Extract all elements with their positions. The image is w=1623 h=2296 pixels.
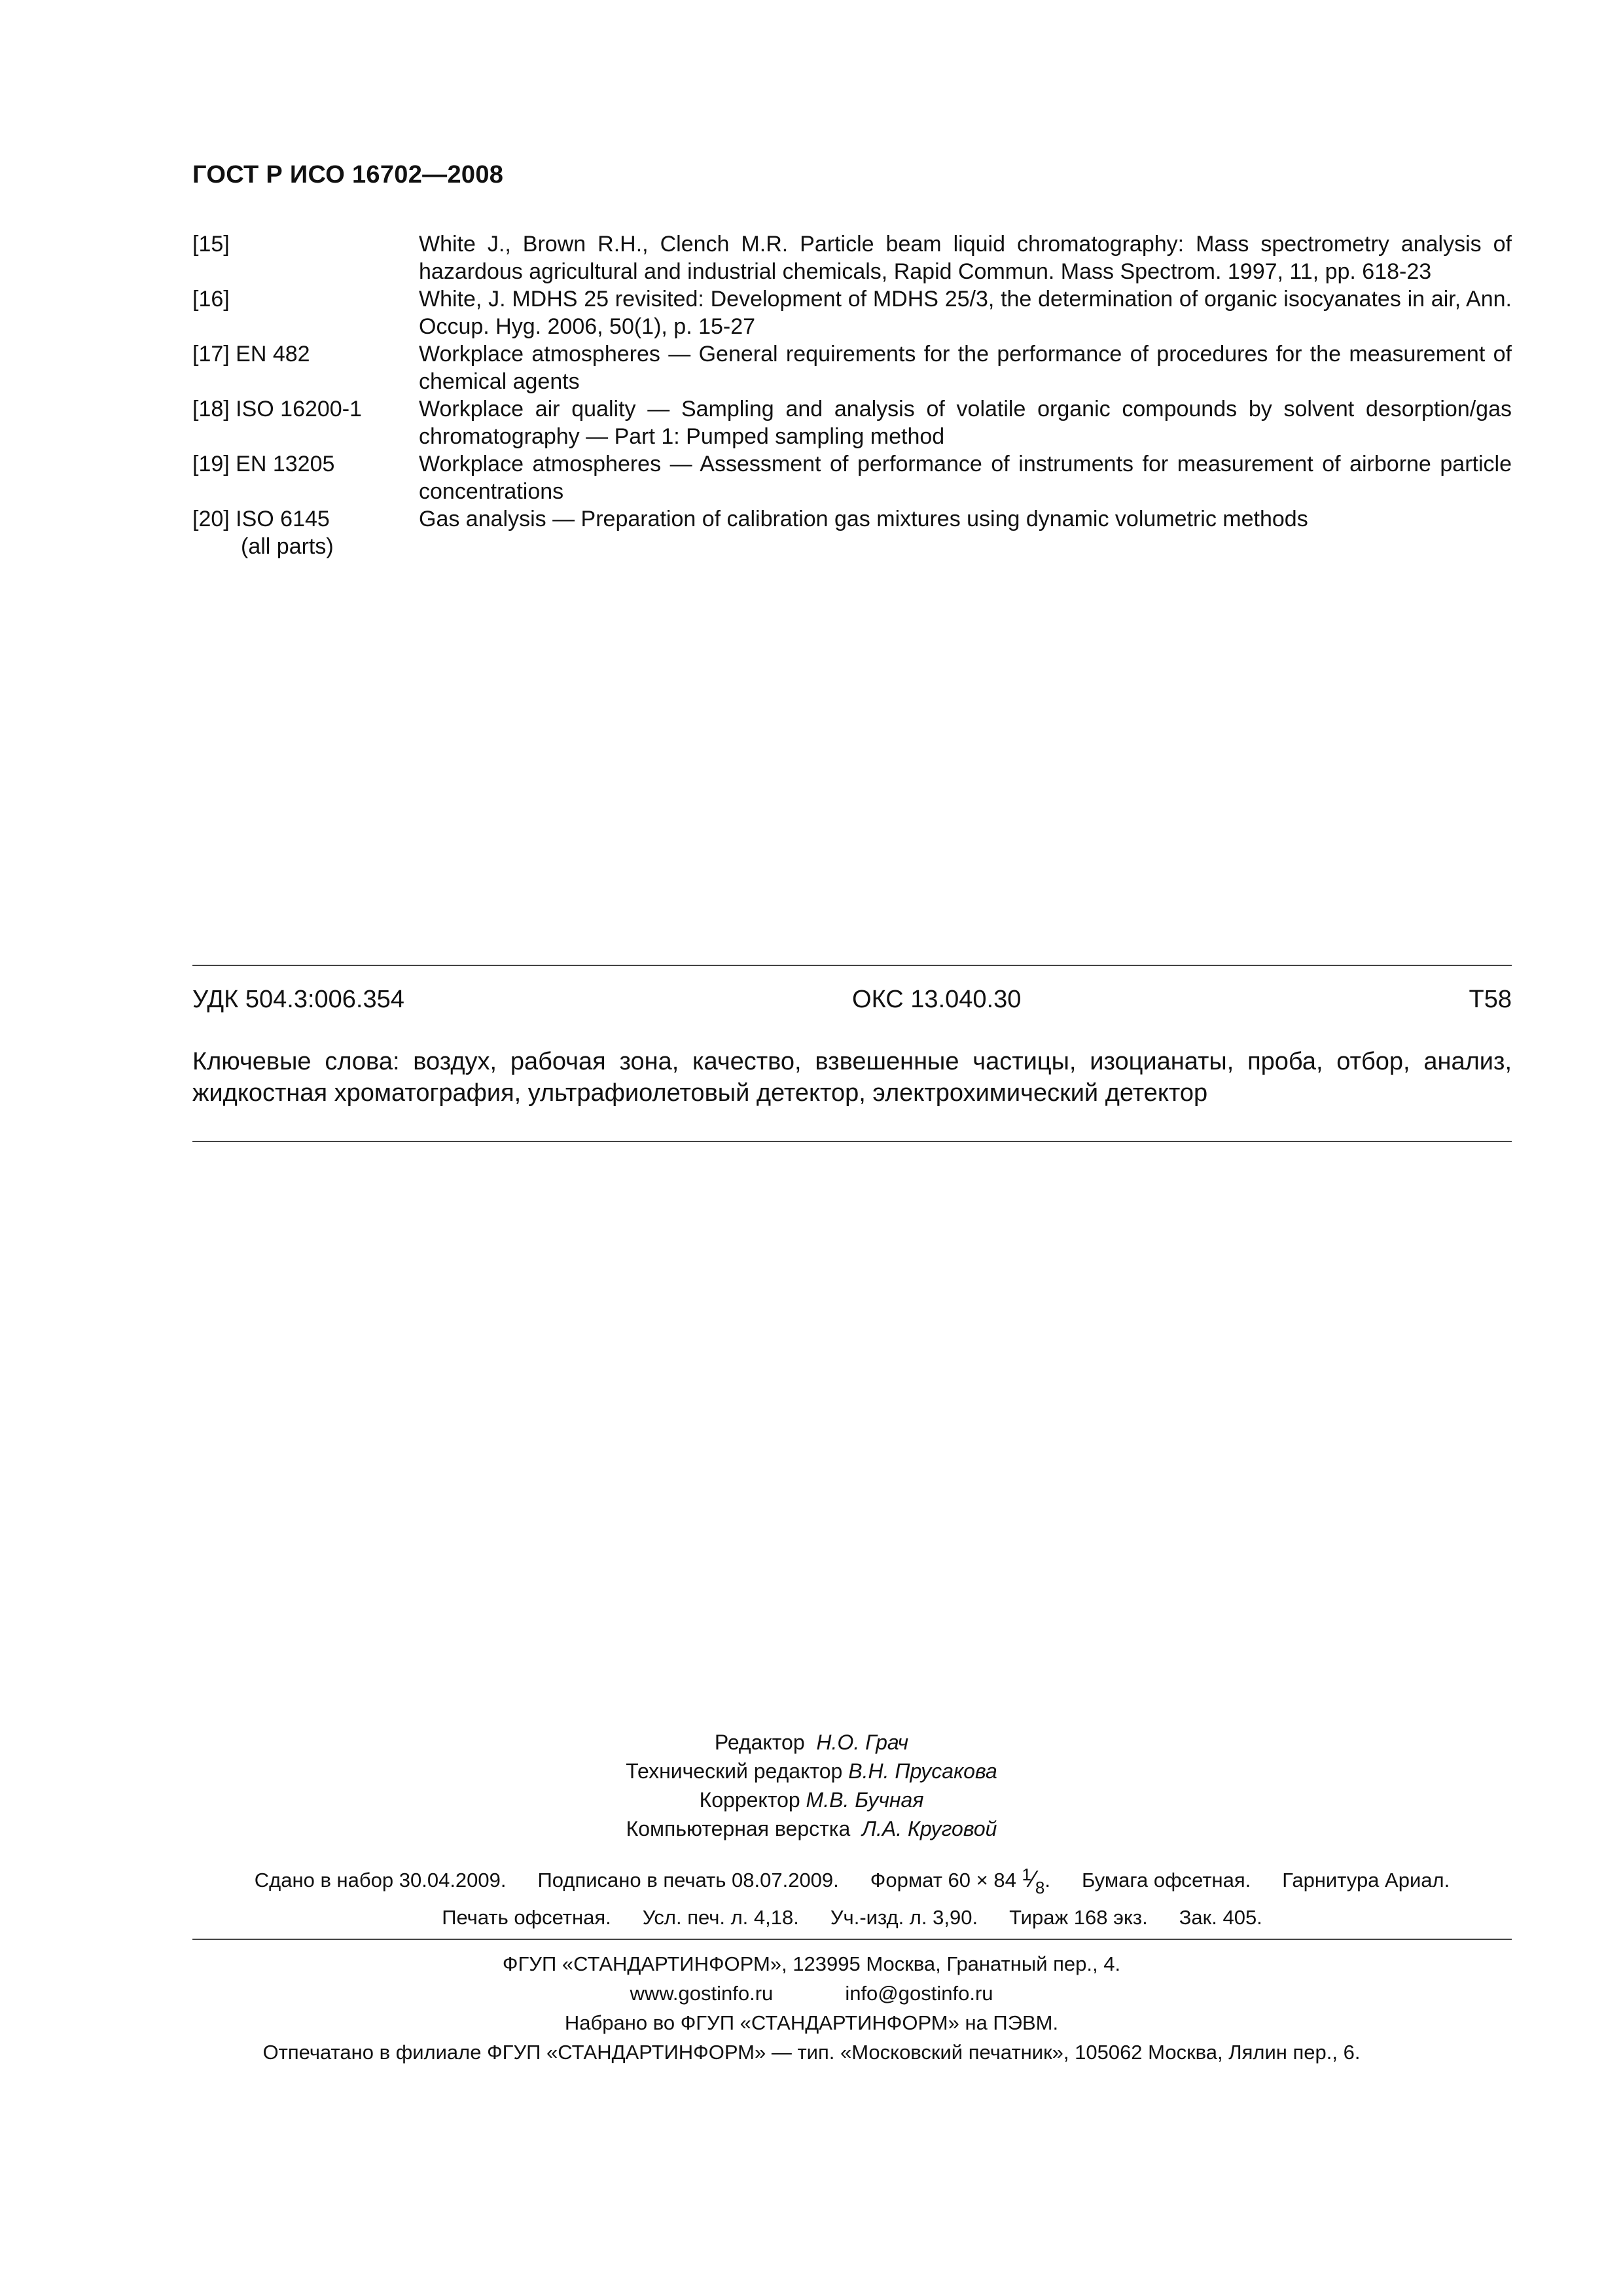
typesetting-note: Набрано во ФГУП «СТАНДАРТИНФОРМ» на ПЭВМ. (564, 2011, 1059, 2034)
printing-note: Отпечатано в филиале ФГУП «СТАНДАРТИНФОРМ» — тип. «Московский печатник», 105062 Москва, Лялин пер., 6. (262, 2041, 1361, 2064)
credit-person: Л.А. Круговой (862, 1817, 997, 1840)
reference-text: White, J. MDHS 25 revisited: Development of MDHS 25/3, the determination of organic isocyanates in air, Ann. Occup. Hyg. 2006, 50(1), p. 15-27 (419, 287, 1512, 339)
bibliography-item (192, 285, 1512, 340)
website-link[interactable]: www.gostinfo.ru (630, 1982, 774, 2005)
reference-text: Gas analysis — Preparation of calibration gas mixtures using dynamic volumetric methods (419, 507, 1308, 531)
reference-number: [16] (192, 287, 230, 312)
publisher-info (0, 1949, 1623, 2067)
reference-number: [20] ISO 6145 (all parts) (192, 505, 419, 560)
reference-text: White J., Brown R.H., Clench M.R. Particle beam liquid chromatography: Mass spectrometry analysis of hazardous agricultural and industrial chemicals, Rapid Commun. Mass Spectrom. 1997, 11, pp. 618-23 (419, 232, 1512, 284)
reference-text: Workplace air quality — Sampling and analysis of volatile organic compounds by solvent desorption/gas chromatography — Part 1: Pumped sampling method (419, 397, 1512, 449)
credit-line: Редактор Н.О. Грач (714, 1731, 909, 1754)
page-title: ГОСТ Р ИСО 16702—2008 (192, 161, 504, 188)
bibliography-item (192, 450, 1512, 505)
reference-number: [18] ISO 16200-1 (192, 397, 362, 422)
oks-code: ОКС 13.040.30 (852, 986, 1022, 1013)
credit-line: Корректор М.В. Бучная (699, 1788, 924, 1812)
reference-text: Workplace atmospheres — General requirements for the performance of procedures for the measurement of chemical agents (419, 342, 1512, 394)
divider (192, 1939, 1512, 1940)
credit-person: Н.О. Грач (816, 1731, 909, 1754)
format-fraction: $^1⁄_8$. (1022, 1865, 1051, 1897)
reference-number: [17] EN 482 (192, 342, 310, 367)
publisher-address: ФГУП «СТАНДАРТИНФОРМ», 123995 Москва, Гранатный пер., 4. (502, 1952, 1121, 1975)
reference-number: [15] (192, 232, 230, 257)
credit-person: В.Н. Прусакова (848, 1759, 997, 1783)
bibliography-list (192, 230, 1512, 560)
credit-person: М.В. Бучная (806, 1788, 924, 1812)
editorial-credits (0, 1728, 1623, 1843)
bibliography-item (192, 340, 1512, 395)
credit-line: Компьютерная верстка Л.А. Круговой (626, 1817, 997, 1840)
reference-number-note: (all parts) (241, 534, 334, 559)
email-link[interactable]: info@gostinfo.ru (845, 1982, 993, 2005)
udk-code: УДК 504.3:006.354 (192, 986, 404, 1013)
category-code: Т58 (1469, 986, 1512, 1013)
reference-number: [19] EN 13205 (192, 452, 335, 476)
print-details-line: Печать офсетная. Усл. печ. л. 4,18. Уч.-изд. л. 3,90. Тираж 168 экз. Зак. 405. (442, 1906, 1262, 1929)
divider (192, 1141, 1512, 1142)
publisher-contacts (0, 1979, 1623, 2008)
classification-line (192, 986, 1512, 1014)
credit-line: Технический редактор В.Н. Прусакова (626, 1759, 997, 1783)
reference-text: Workplace atmospheres — Assessment of performance of instruments for measurement of airborne particle concentrations (419, 452, 1512, 504)
bibliography-item (192, 505, 1512, 560)
print-details-line: Сдано в набор 30.04.2009. Подписано в печать 08.07.2009. Формат 60 × 84 $^1⁄_8$. Бумага офсетная. Гарнитура Ариал. (192, 1861, 1512, 1899)
bibliography-item (192, 395, 1512, 450)
print-details (192, 1861, 1512, 1936)
keywords: Ключевые слова: воздух, рабочая зона, качество, взвешенные частицы, изоцианаты, проба, отбор, анализ, жидкостная хроматография, ультрафиолетовый детектор, электрохимический детектор (192, 1048, 1512, 1107)
bibliography-item (192, 230, 1512, 285)
divider (192, 965, 1512, 966)
